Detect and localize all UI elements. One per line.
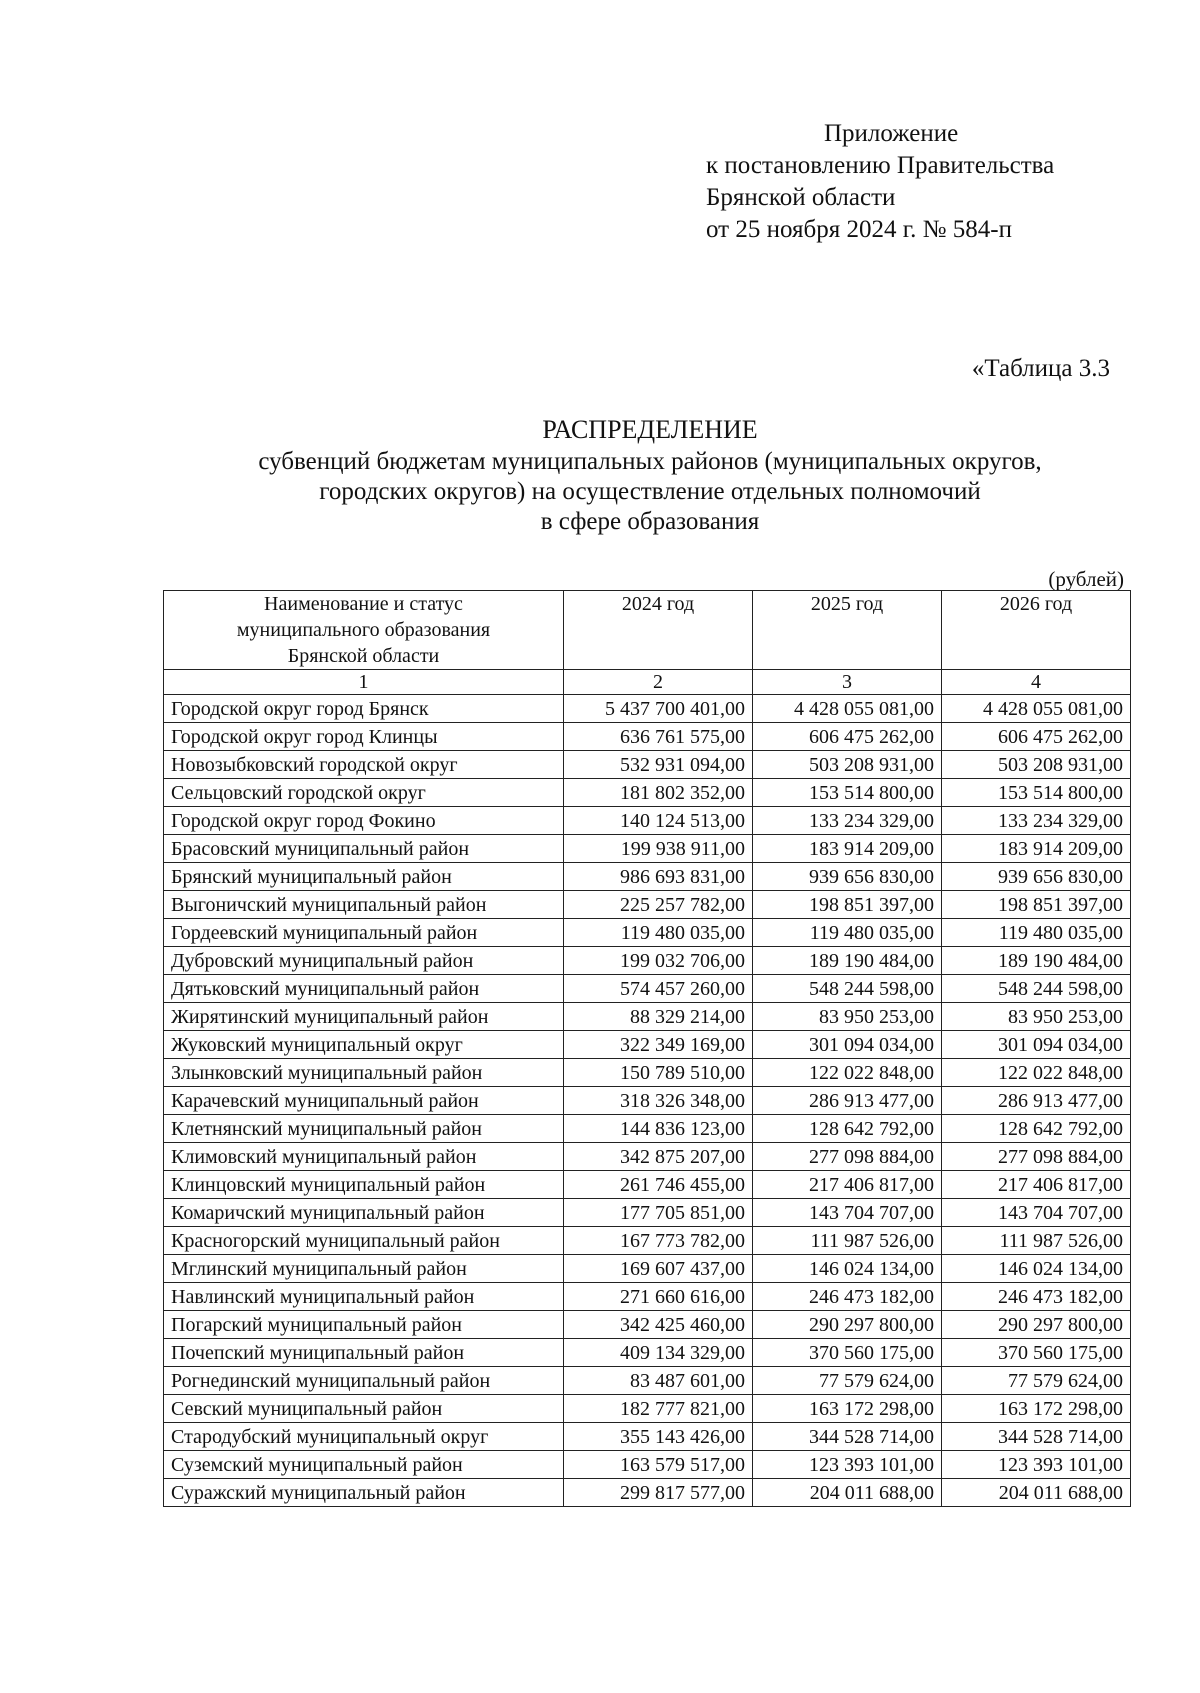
- municipality-name: Рогнединский муниципальный район: [164, 1367, 564, 1395]
- amount-2026: 146 024 134,00: [942, 1255, 1131, 1283]
- amount-2026: 548 244 598,00: [942, 975, 1131, 1003]
- amount-2026: 83 950 253,00: [942, 1003, 1131, 1031]
- appendix-line-4: от 25 ноября 2024 г. № 584-п: [706, 216, 1012, 243]
- municipality-name: Навлинский муниципальный район: [164, 1283, 564, 1311]
- table-row: [164, 1227, 1131, 1255]
- municipality-name: Стародубский муниципальный округ: [164, 1423, 564, 1451]
- municipality-name: Жирятинский муниципальный район: [164, 1003, 564, 1031]
- amount-2025: 217 406 817,00: [753, 1171, 942, 1199]
- municipality-name: Мглинский муниципальный район: [164, 1255, 564, 1283]
- amount-2025: 153 514 800,00: [753, 779, 942, 807]
- amount-2024: 322 349 169,00: [564, 1031, 753, 1059]
- table-row: [164, 919, 1131, 947]
- table-row: [164, 1283, 1131, 1311]
- header-2024: 2024 год: [564, 591, 753, 670]
- amount-2026: 939 656 830,00: [942, 863, 1131, 891]
- units-label: (рублей): [1048, 567, 1124, 591]
- amount-2024: 199 032 706,00: [564, 947, 753, 975]
- municipality-name: Карачевский муниципальный район: [164, 1087, 564, 1115]
- distribution-table: [163, 590, 1131, 1507]
- amount-2026: 503 208 931,00: [942, 751, 1131, 779]
- amount-2024: 177 705 851,00: [564, 1199, 753, 1227]
- table-row: [164, 1031, 1131, 1059]
- amount-2025: 939 656 830,00: [753, 863, 942, 891]
- amount-2025: 277 098 884,00: [753, 1143, 942, 1171]
- amount-2025: 301 094 034,00: [753, 1031, 942, 1059]
- amount-2024: 181 802 352,00: [564, 779, 753, 807]
- amount-2024: 318 326 348,00: [564, 1087, 753, 1115]
- column-number: 3: [753, 670, 942, 695]
- amount-2025: 548 244 598,00: [753, 975, 942, 1003]
- amount-2026: 133 234 329,00: [942, 807, 1131, 835]
- amount-2026: 128 642 792,00: [942, 1115, 1131, 1143]
- table-row: [164, 1255, 1131, 1283]
- table-row: [164, 1059, 1131, 1087]
- amount-2025: 503 208 931,00: [753, 751, 942, 779]
- municipality-name: Городской округ город Клинцы: [164, 723, 564, 751]
- municipality-name: Погарский муниципальный район: [164, 1311, 564, 1339]
- amount-2026: 183 914 209,00: [942, 835, 1131, 863]
- municipality-name: Гордеевский муниципальный район: [164, 919, 564, 947]
- table-row: [164, 1395, 1131, 1423]
- table-row: [164, 1087, 1131, 1115]
- amount-2025: 4 428 055 081,00: [753, 695, 942, 723]
- appendix-line-3: Брянской области: [706, 184, 896, 211]
- amount-2026: 143 704 707,00: [942, 1199, 1131, 1227]
- amount-2024: 342 425 460,00: [564, 1311, 753, 1339]
- amount-2024: 140 124 513,00: [564, 807, 753, 835]
- amount-2026: 189 190 484,00: [942, 947, 1131, 975]
- table-row: [164, 1339, 1131, 1367]
- header-name-line: муниципального образования: [236, 619, 491, 641]
- amount-2025: 119 480 035,00: [753, 919, 942, 947]
- amount-2026: 204 011 688,00: [942, 1479, 1131, 1507]
- table-row: [164, 807, 1131, 835]
- amount-2026: 4 428 055 081,00: [942, 695, 1131, 723]
- municipality-name: Дубровский муниципальный район: [164, 947, 564, 975]
- amount-2024: 574 457 260,00: [564, 975, 753, 1003]
- municipality-name: Брянский муниципальный район: [164, 863, 564, 891]
- amount-2026: 217 406 817,00: [942, 1171, 1131, 1199]
- table-row: [164, 1367, 1131, 1395]
- amount-2026: 286 913 477,00: [942, 1087, 1131, 1115]
- municipality-name: Новозыбковский городской округ: [164, 751, 564, 779]
- title-line-3: в сфере образования: [540, 508, 760, 535]
- municipality-name: Суземский муниципальный район: [164, 1451, 564, 1479]
- table-row: [164, 1171, 1131, 1199]
- amount-2025: 133 234 329,00: [753, 807, 942, 835]
- table-row: [164, 1115, 1131, 1143]
- appendix-line-2: к постановлению Правительства: [706, 152, 1055, 179]
- amount-2025: 286 913 477,00: [753, 1087, 942, 1115]
- table-row: [164, 1451, 1131, 1479]
- header-name: [164, 591, 564, 670]
- municipality-name: Суражский муниципальный район: [164, 1479, 564, 1507]
- amount-2024: 144 836 123,00: [564, 1115, 753, 1143]
- header-2026: 2026 год: [942, 591, 1131, 670]
- municipality-name: Дятьковский муниципальный район: [164, 975, 564, 1003]
- amount-2026: 246 473 182,00: [942, 1283, 1131, 1311]
- amount-2025: 606 475 262,00: [753, 723, 942, 751]
- title-main: РАСПРЕДЕЛЕНИЕ: [542, 415, 758, 444]
- amount-2024: 182 777 821,00: [564, 1395, 753, 1423]
- appendix-header: [706, 118, 1054, 246]
- amount-2024: 299 817 577,00: [564, 1479, 753, 1507]
- amount-2026: 290 297 800,00: [942, 1311, 1131, 1339]
- amount-2026: 123 393 101,00: [942, 1451, 1131, 1479]
- table-row: [164, 835, 1131, 863]
- amount-2024: 261 746 455,00: [564, 1171, 753, 1199]
- amount-2026: 153 514 800,00: [942, 779, 1131, 807]
- amount-2025: 344 528 714,00: [753, 1423, 942, 1451]
- municipality-name: Климовский муниципальный район: [164, 1143, 564, 1171]
- table-row: [164, 947, 1131, 975]
- amount-2024: 636 761 575,00: [564, 723, 753, 751]
- column-numbers-row: [164, 670, 1131, 695]
- table-header-row: [164, 591, 1131, 670]
- municipality-name: Брасовский муниципальный район: [164, 835, 564, 863]
- amount-2024: 199 938 911,00: [564, 835, 753, 863]
- amount-2025: 111 987 526,00: [753, 1227, 942, 1255]
- municipality-name: Жуковский муниципальный округ: [164, 1031, 564, 1059]
- header-name-line: Брянской области: [287, 645, 440, 667]
- document-title: [150, 415, 1150, 537]
- table-row: [164, 751, 1131, 779]
- amount-2026: 119 480 035,00: [942, 919, 1131, 947]
- amount-2024: 225 257 782,00: [564, 891, 753, 919]
- amount-2024: 986 693 831,00: [564, 863, 753, 891]
- table-number: «Таблица 3.3: [971, 355, 1110, 382]
- amount-2026: 606 475 262,00: [942, 723, 1131, 751]
- amount-2024: 355 143 426,00: [564, 1423, 753, 1451]
- amount-2026: 344 528 714,00: [942, 1423, 1131, 1451]
- amount-2024: 532 931 094,00: [564, 751, 753, 779]
- amount-2025: 370 560 175,00: [753, 1339, 942, 1367]
- amount-2024: 167 773 782,00: [564, 1227, 753, 1255]
- column-number: 4: [942, 670, 1131, 695]
- table-row: [164, 1199, 1131, 1227]
- title-line-2: городских округов) на осуществление отдельных полномочий: [319, 478, 981, 505]
- amount-2024: 409 134 329,00: [564, 1339, 753, 1367]
- amount-2026: 198 851 397,00: [942, 891, 1131, 919]
- municipality-name: Комаричский муниципальный район: [164, 1199, 564, 1227]
- municipality-name: Сельцовский городской округ: [164, 779, 564, 807]
- header-name-line: Наименование и статус: [264, 593, 463, 615]
- amount-2025: 77 579 624,00: [753, 1367, 942, 1395]
- amount-2024: 163 579 517,00: [564, 1451, 753, 1479]
- table-row: [164, 779, 1131, 807]
- amount-2025: 246 473 182,00: [753, 1283, 942, 1311]
- municipality-name: Городской округ город Брянск: [164, 695, 564, 723]
- table-row: [164, 723, 1131, 751]
- amount-2026: 111 987 526,00: [942, 1227, 1131, 1255]
- amount-2025: 198 851 397,00: [753, 891, 942, 919]
- municipality-name: Почепский муниципальный район: [164, 1339, 564, 1367]
- municipality-name: Выгоничский муниципальный район: [164, 891, 564, 919]
- table-row: [164, 1003, 1131, 1031]
- table-row: [164, 695, 1131, 723]
- amount-2024: 150 789 510,00: [564, 1059, 753, 1087]
- amount-2025: 143 704 707,00: [753, 1199, 942, 1227]
- title-line-1: субвенций бюджетам муниципальных районов (муниципальных округов,: [258, 448, 1042, 475]
- amount-2025: 128 642 792,00: [753, 1115, 942, 1143]
- amount-2024: 88 329 214,00: [564, 1003, 753, 1031]
- header-2025: 2025 год: [753, 591, 942, 670]
- table-row: [164, 863, 1131, 891]
- amount-2025: 204 011 688,00: [753, 1479, 942, 1507]
- municipality-name: Городской округ город Фокино: [164, 807, 564, 835]
- amount-2025: 163 172 298,00: [753, 1395, 942, 1423]
- amount-2026: 122 022 848,00: [942, 1059, 1131, 1087]
- column-number: 1: [164, 670, 564, 695]
- amount-2026: 77 579 624,00: [942, 1367, 1131, 1395]
- column-number: 2: [564, 670, 753, 695]
- table-row: [164, 975, 1131, 1003]
- table-row: [164, 1311, 1131, 1339]
- table-row: [164, 1423, 1131, 1451]
- municipality-name: Клетнянский муниципальный район: [164, 1115, 564, 1143]
- amount-2024: 169 607 437,00: [564, 1255, 753, 1283]
- municipality-name: Злынковский муниципальный район: [164, 1059, 564, 1087]
- amount-2025: 290 297 800,00: [753, 1311, 942, 1339]
- municipality-name: Севский муниципальный район: [164, 1395, 564, 1423]
- amount-2026: 277 098 884,00: [942, 1143, 1131, 1171]
- amount-2026: 370 560 175,00: [942, 1339, 1131, 1367]
- amount-2026: 301 094 034,00: [942, 1031, 1131, 1059]
- municipality-name: Красногорский муниципальный район: [164, 1227, 564, 1255]
- amount-2024: 119 480 035,00: [564, 919, 753, 947]
- amount-2025: 123 393 101,00: [753, 1451, 942, 1479]
- amount-2025: 189 190 484,00: [753, 947, 942, 975]
- table-row: [164, 1143, 1131, 1171]
- amount-2025: 146 024 134,00: [753, 1255, 942, 1283]
- appendix-line-1: Приложение: [824, 120, 959, 147]
- amount-2025: 83 950 253,00: [753, 1003, 942, 1031]
- table-row: [164, 1479, 1131, 1507]
- amount-2025: 122 022 848,00: [753, 1059, 942, 1087]
- municipality-name: Клинцовский муниципальный район: [164, 1171, 564, 1199]
- amount-2024: 83 487 601,00: [564, 1367, 753, 1395]
- amount-2025: 183 914 209,00: [753, 835, 942, 863]
- amount-2026: 163 172 298,00: [942, 1395, 1131, 1423]
- amount-2024: 342 875 207,00: [564, 1143, 753, 1171]
- amount-2024: 271 660 616,00: [564, 1283, 753, 1311]
- table-row: [164, 891, 1131, 919]
- amount-2024: 5 437 700 401,00: [564, 695, 753, 723]
